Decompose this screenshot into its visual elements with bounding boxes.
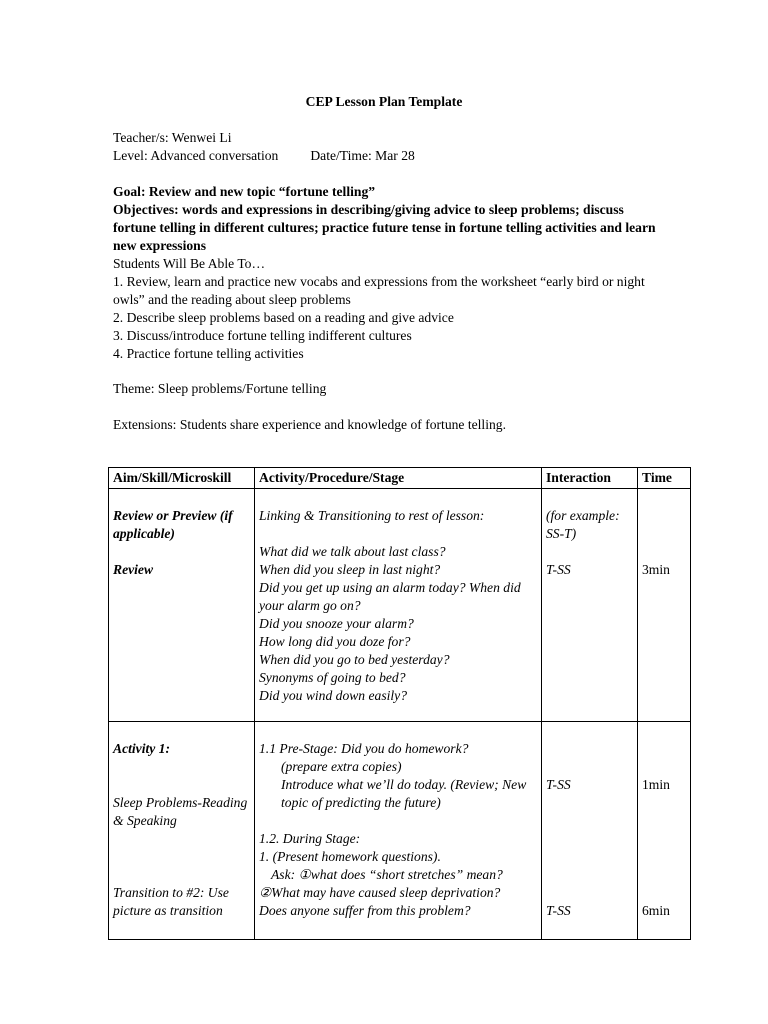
- review-aim-cell: [109, 489, 255, 722]
- table-header-row: [109, 468, 691, 489]
- activity1-time-1: 1min: [642, 777, 670, 792]
- pre-stage-text: 1.1 Pre-Stage: Did you do homework?: [259, 741, 469, 756]
- activity1-interaction-cell: [542, 722, 638, 940]
- date-time-text: Date/Time: Mar 28: [310, 148, 415, 163]
- page-title: CEP Lesson Plan Template: [305, 94, 463, 109]
- activity1-time-2: 6min: [642, 903, 670, 918]
- goals-block: [113, 183, 658, 363]
- swbat-item: 2. Describe sleep problems based on a reading and give advice: [113, 310, 454, 325]
- ask-question-1: Ask: ①what does “short stretches” mean?: [271, 867, 503, 882]
- review-question: When did you go to bed yesterday?: [259, 652, 450, 667]
- activity1-interaction-2: T-SS: [546, 903, 571, 918]
- level-text: Level: Advanced conversation: [113, 148, 279, 163]
- pre-stage-sub2: Introduce what we’ll do today. (Review; New topic of predicting the future): [281, 777, 527, 810]
- review-aim-sub: Review: [113, 562, 154, 577]
- activity1-activity-cell: [255, 722, 542, 940]
- header-aim: Aim/Skill/Microskill: [109, 468, 255, 489]
- during-item-1: 1. (Present homework questions).: [259, 849, 441, 864]
- table-row-review: [109, 489, 691, 722]
- goal-text: Goal: Review and new topic “fortune telling”: [113, 184, 376, 199]
- review-question: Did you get up using an alarm today? When did your alarm go on?: [259, 580, 521, 613]
- review-aim-title: Review or Preview (if applicable): [113, 508, 233, 541]
- lesson-plan-table: [108, 467, 691, 940]
- swbat-heading: Students Will Be Able To…: [113, 256, 266, 271]
- review-question: Did you snooze your alarm?: [259, 616, 414, 631]
- review-time-cell: [638, 489, 691, 722]
- ask-question-3: Does anyone suffer from this problem?: [259, 903, 471, 918]
- review-interaction: T-SS: [546, 562, 571, 577]
- during-stage-text: 1.2. During Stage:: [259, 831, 361, 846]
- activity1-time-cell: [638, 722, 691, 940]
- objectives-text: Objectives: words and expressions in describing/giving advice to sleep problems; discuss fortune telling in different cultures; practice future tense in fortune telling activities and learn new expressions: [113, 202, 656, 253]
- header-interaction: Interaction: [542, 468, 638, 489]
- review-interaction-example: (for example: SS-T): [546, 508, 620, 541]
- activity1-aim-cell: [109, 722, 255, 940]
- header-time: Time: [638, 468, 691, 489]
- review-question: When did you sleep in last night?: [259, 562, 441, 577]
- activity1-aim-sub: Sleep Problems-Reading & Speaking: [113, 795, 248, 828]
- level-date-line: [113, 147, 673, 165]
- review-question: How long did you doze for?: [259, 634, 411, 649]
- review-activity-cell: [255, 489, 542, 722]
- table-row-activity1: [109, 722, 691, 940]
- teacher-line: Teacher/s: Wenwei Li: [113, 130, 232, 145]
- swbat-item: 4. Practice fortune telling activities: [113, 346, 304, 361]
- swbat-item: 1. Review, learn and practice new vocabs and expressions from the worksheet “early bird or night owls” and the reading about sleep problems: [113, 274, 645, 307]
- swbat-item: 3. Discuss/introduce fortune telling indifferent cultures: [113, 328, 412, 343]
- pre-stage-sub1: (prepare extra copies): [281, 759, 402, 774]
- header-activity: Activity/Procedure/Stage: [255, 468, 542, 489]
- review-question: Synonyms of going to bed?: [259, 670, 406, 685]
- extensions-text: Extensions: Students share experience and knowledge of fortune telling.: [113, 417, 506, 432]
- review-question: Did you wind down easily?: [259, 688, 408, 703]
- activity1-interaction-1: T-SS: [546, 777, 571, 792]
- activity1-transition: Transition to #2: Use picture as transition: [113, 885, 229, 918]
- review-time: 3min: [642, 562, 670, 577]
- review-question: What did we talk about last class?: [259, 544, 446, 559]
- ask-question-2: ②What may have caused sleep deprivation?: [259, 885, 501, 900]
- review-intro: Linking & Transitioning to rest of lesson:: [259, 508, 485, 523]
- review-interaction-cell: [542, 489, 638, 722]
- activity1-aim-title: Activity 1:: [113, 741, 170, 756]
- theme-text: Theme: Sleep problems/Fortune telling: [113, 381, 327, 396]
